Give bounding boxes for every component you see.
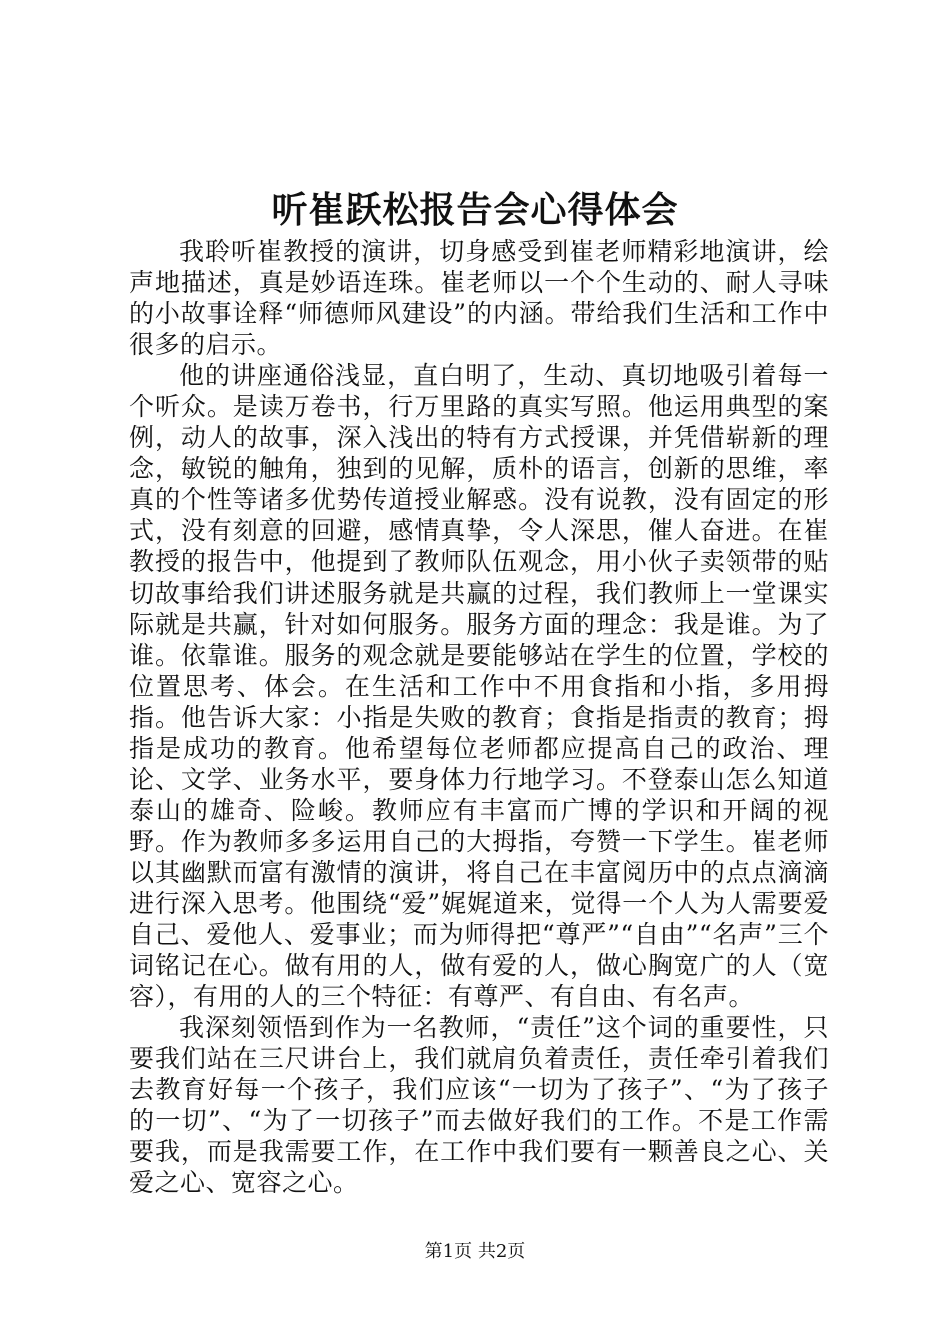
paragraph-1: 我聆听崔教授的演讲，切身感受到崔老师精彩地演讲，绘声地描述，真是妙语连珠。崔老师以一个个生动的、耐人寻味的小故事诠释“师德师风建设”的内涵。带给我们生活和工作中很多的启示。: [129, 237, 829, 360]
paragraph-2: 他的讲座通俗浅显，直白明了，生动、真切地吸引着每一个听众。是读万卷书，行万里路的真实写照。他运用典型的案例，动人的故事，深入浅出的特有方式授课，并凭借崭新的理念，敏锐的触角，独到的见解，质朴的语言，创新的思维，率真的个性等诸多优势传道授业解惑。没有说教，没有固定的形式，没有刻意的回避，感情真挚，令人深思，催人奋进。在崔教授的报告中，他提到了教师队伍观念，用小伙子卖领带的贴切故事给我们讲述服务就是共赢的过程，我们教师上一堂课实际就是共赢，针对如何服务。服务方面的理念：我是谁。为了谁。依靠谁。服务的观念就是要能够站在学生的位置，学校的位置思考、体会。在生活和工作中不用食指和小指，多用拇指。他告诉大家：小指是失败的教育；食指是指责的教育；拇指是成功的教育。他希望每位老师都应提高自己的政治、理论、文学、业务水平，要身体力行地学习。不登泰山怎么知道泰山的雄奇、险峻。教师应有丰富而广博的学识和开阔的视野。作为教师多多运用自己的大拇指，夸赞一下学生。崔老师以其幽默而富有激情的演讲，将自己在丰富阅历中的点点滴滴进行深入思考。他围绕“爱”娓娓道来，觉得一个人为人需要爱自己、爱他人、爱事业；而为师得把“尊严”“自由”“名声”三个词铭记在心。做有用的人，做有爱的人，做心胸宽广的人（宽容），有用的人的三个特征：有尊严、有自由、有名声。: [129, 361, 829, 1012]
document-body: [129, 236, 829, 1198]
paragraph-3: 我深刻领悟到作为一名教师，“责任”这个词的重要性，只要我们站在三尺讲台上，我们就肩负着责任，责任牵引着我们去教育好每一个孩子，我们应该“一切为了孩子”、“为了孩子的一切”、“为了一切孩子”而去做好我们的工作。不是工作需要我，而是我需要工作，在工作中我们要有一颗善良之心、关爱之心、宽容之心。: [129, 1013, 829, 1198]
page-number-footer: 第1页 共2页: [424, 1241, 526, 1262]
document-title: 听崔跃松报告会心得体会: [271, 189, 679, 231]
